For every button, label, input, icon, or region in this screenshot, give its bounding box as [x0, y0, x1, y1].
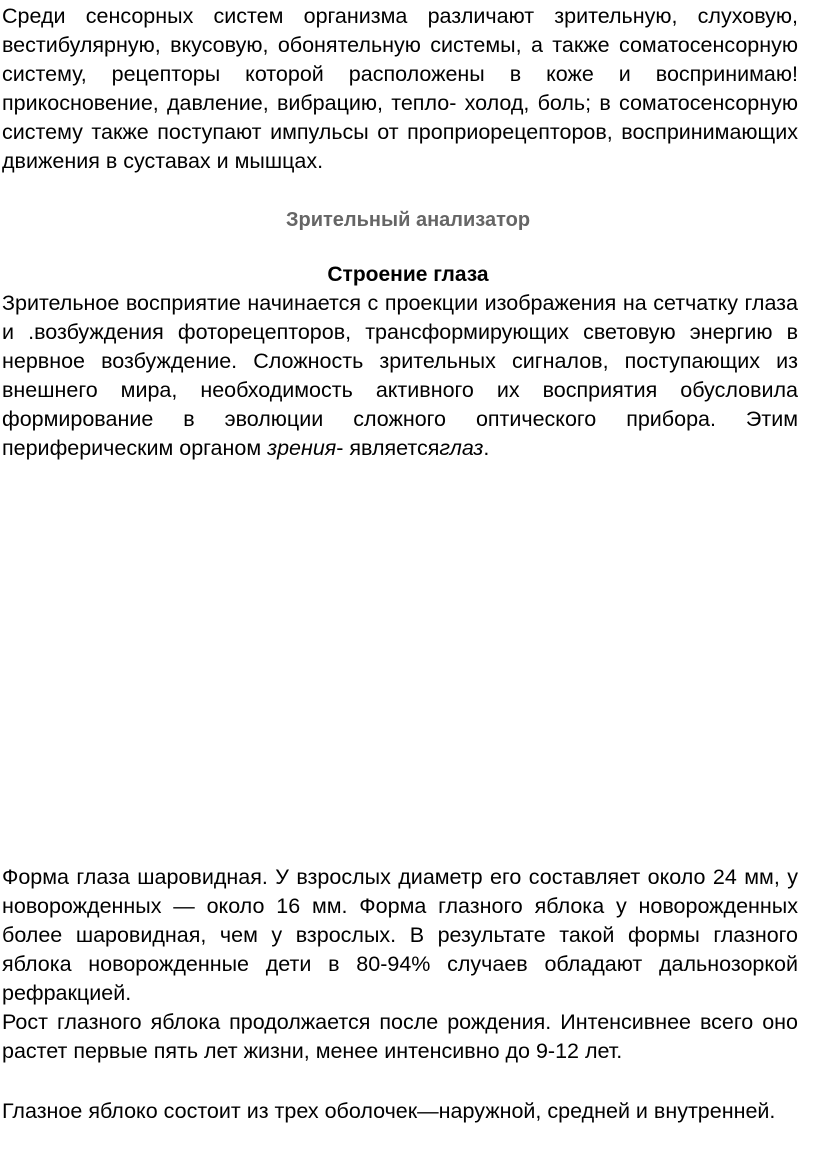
vision-paragraph	[2, 289, 798, 463]
section-heading: Зрительный анализатор	[285, 209, 531, 231]
intro-paragraph: Среди сенсорных систем организма различают зрительную, слуховую, вестибулярную, вкусовую, обонятельную системы, а также соматосенсорную систему, рецепторы которой расположены в коже и воспринимаю! прикосновение, давление, вибрацию, тепло- холод, боль; в соматосенсорную систему также поступают импульсы от проприорецепторов, воспринимающих движения в суставах и мышцах.	[2, 4, 798, 173]
eye-growth-paragraph: Рост глазного яблока продолжается после рождения. Интенсивнее всего оно растет первые пять лет жизни, менее интенсивно до 9-12 лет.	[2, 1010, 798, 1063]
vision-paragraph-end: .	[483, 436, 490, 460]
vision-paragraph-is: - является	[336, 436, 440, 460]
eye-membranes-paragraph: Глазное яблоко состоит из трех оболочек—наружной, средней и внутренней.	[2, 1099, 776, 1123]
eye-shape-paragraph: Форма глаза шаровидная. У взрослых диаметр его составляет около 24 мм, у новорожденных — около 16 мм. Форма глазного яблока у новорожденных более шаровидная, чем у взрослых. В результате такой формы глазного яблока новорожденные дети в 80-94% случаев обладают дальнозоркой рефракцией.	[2, 865, 798, 1005]
vision-paragraph-text: Зрительное восприятие начинается с проекции изображения на сетчатку глаза и .возбуждения фоторецепторов, трансформирующих световую энергию в нервное возбуждение. Сложность зрительных сигналов, поступающих из внешнего мира, необходимость активного их восприятия обусловила формирование в эволюции сложного оптического прибора. Этим периферическим органом	[2, 291, 798, 460]
subsection-heading: Строение глаза	[327, 263, 489, 286]
italic-word-vision: зрения	[267, 436, 337, 460]
italic-word-eye: глаз	[439, 436, 484, 460]
